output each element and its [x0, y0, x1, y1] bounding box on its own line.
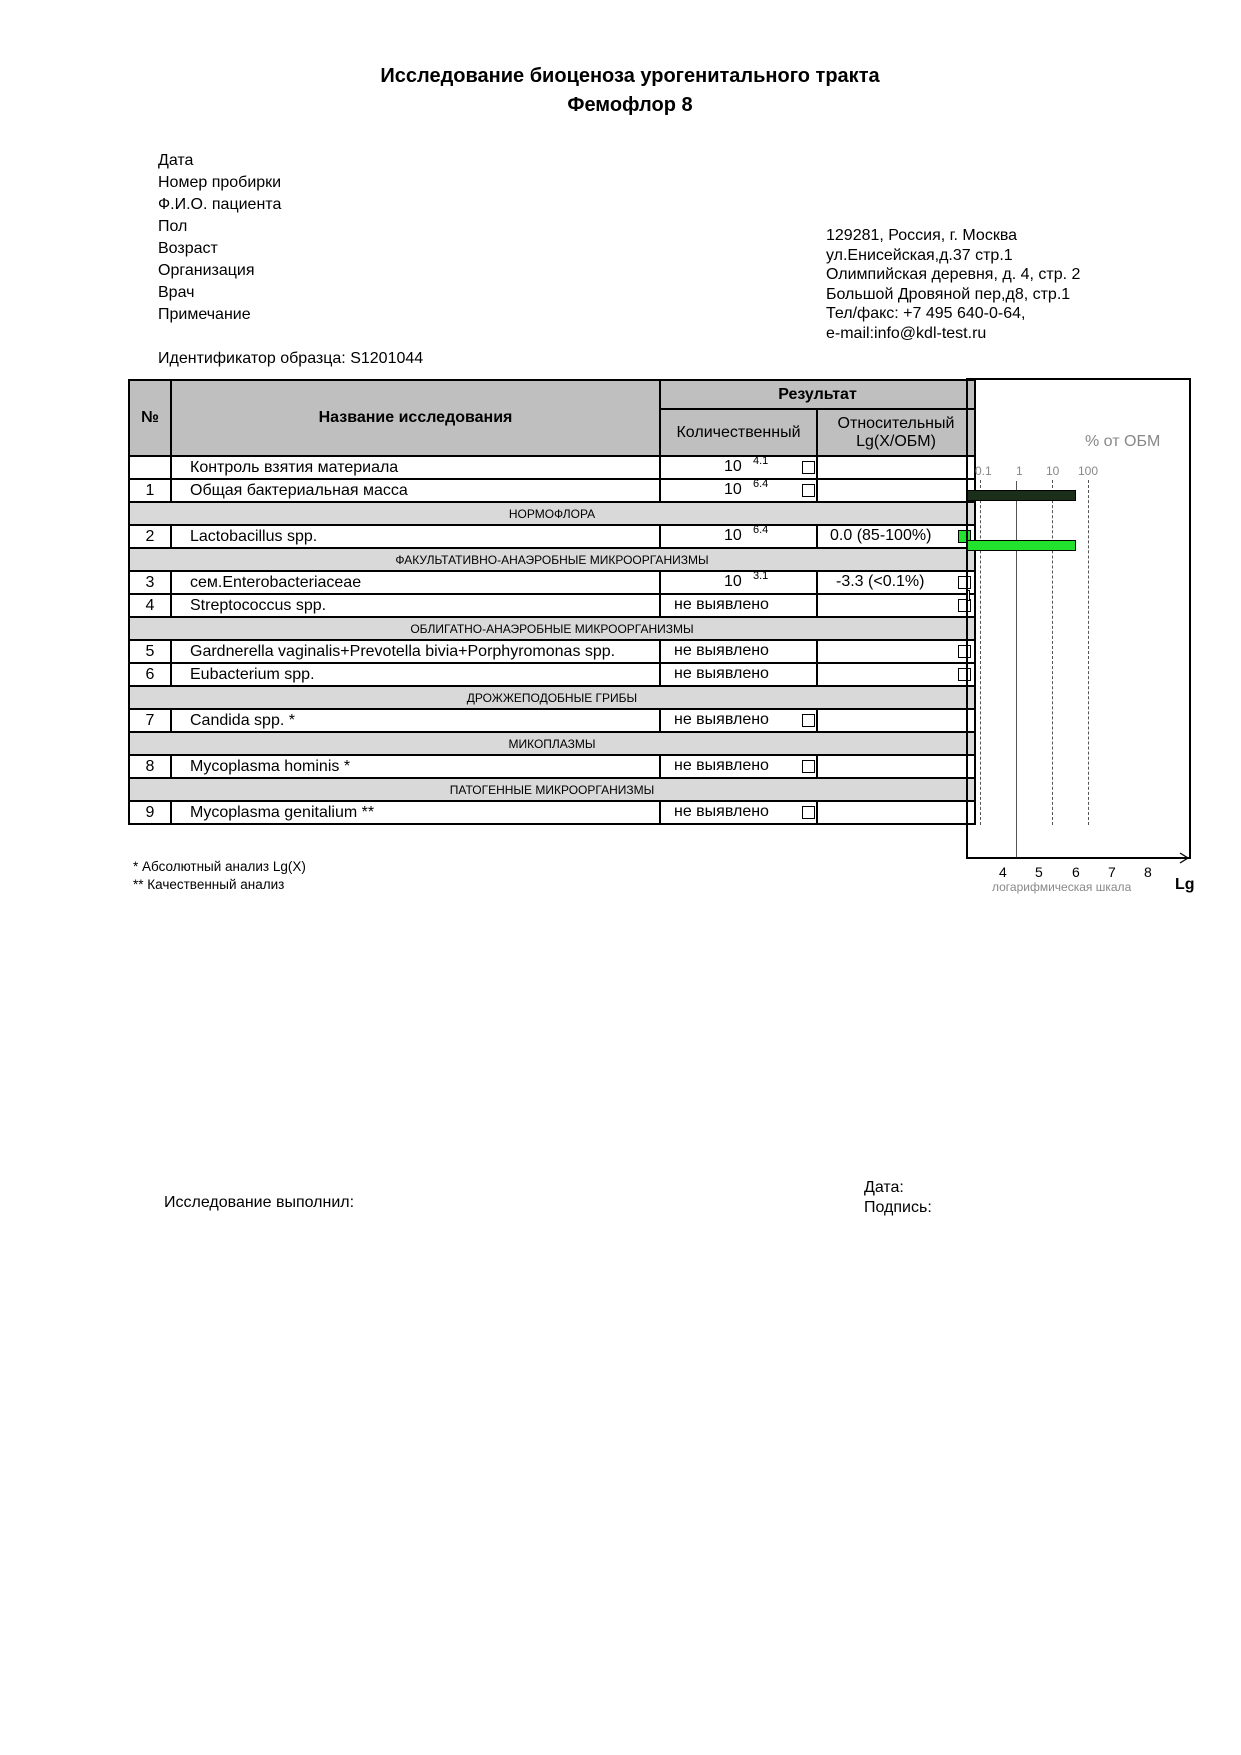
meta-note-label: Примечание — [158, 306, 251, 323]
result-checkbox — [802, 714, 815, 727]
row-num — [129, 456, 171, 479]
report-subtitle: Фемофлор 8 — [567, 94, 693, 116]
row-num: 7 — [129, 709, 171, 732]
qty-not-detected: не выявлено — [674, 642, 769, 659]
row-num: 5 — [129, 640, 171, 663]
row-rel — [817, 709, 975, 732]
row-rel — [817, 456, 975, 479]
row-name: Mycoplasma hominis * — [171, 755, 660, 778]
percent-tick: 100 — [1078, 464, 1099, 478]
table-row — [129, 594, 975, 617]
section-title: ФАКУЛЬТАТИВНО-АНАЭРОБНЫЕ МИКРООРГАНИЗМЫ — [129, 548, 975, 571]
row-name: Mycoplasma genitalium ** — [171, 801, 660, 824]
result-checkbox — [802, 461, 815, 474]
section-title: НОРМОФЛОРА — [129, 502, 975, 525]
results-table — [128, 379, 976, 825]
lg-tick: 6 — [1072, 864, 1080, 880]
row-rel — [817, 801, 975, 824]
lg-tick: 5 — [1035, 864, 1043, 880]
scale-label: логарифмическая шкала — [992, 880, 1132, 894]
row-num: 9 — [129, 801, 171, 824]
meta-doctor-label: Врач — [158, 284, 195, 301]
row-rel — [817, 594, 975, 617]
section-title: ПАТОГЕННЫЕ МИКРООРГАНИЗМЫ — [129, 778, 975, 801]
address-line: e-mail:info@kdl-test.ru — [826, 324, 987, 342]
row-qty — [660, 525, 817, 548]
table-row — [129, 525, 975, 548]
section-row — [129, 732, 975, 755]
row-num: 1 — [129, 479, 171, 502]
row-qty — [660, 663, 817, 686]
row-name: Streptococcus spp. — [171, 594, 660, 617]
patient-meta-labels — [158, 150, 281, 326]
row-qty — [660, 594, 817, 617]
row-num: 3 — [129, 571, 171, 594]
percent-tick: 0.1 — [975, 464, 992, 478]
row-name: Candida spp. * — [171, 709, 660, 732]
qty-not-detected: не выявлено — [674, 665, 769, 682]
address-line: Олимпийская деревня, д. 4, стр. 2 — [826, 266, 1081, 284]
meta-age-label: Возраст — [158, 240, 218, 257]
col-name-header: Название исследования — [171, 380, 660, 456]
section-title: МИКОПЛАЗМЫ — [129, 732, 975, 755]
row-num: 8 — [129, 755, 171, 778]
col-result-header: Результат — [660, 380, 975, 409]
percent-tick: 10 — [1046, 464, 1060, 478]
col-qty-header: Количественный — [660, 409, 817, 456]
qty-not-detected: не выявлено — [674, 711, 769, 728]
row-qty — [660, 640, 817, 663]
footnote-absolute: * Абсолютный анализ Lg(X) — [133, 859, 306, 874]
table-row — [129, 709, 975, 732]
table-row — [129, 663, 975, 686]
qty-base: 10 — [724, 527, 742, 544]
row-num: 2 — [129, 525, 171, 548]
sample-id: Идентификатор образца: S1201044 — [158, 350, 424, 367]
grid-line — [980, 480, 981, 825]
footer-signature-label: Подпись: — [864, 1199, 932, 1216]
row-name: Gardnerella vaginalis+Prevotella bivia+Porphyromonas spp. — [171, 640, 660, 663]
qty-base: 10 — [724, 458, 742, 475]
meta-organization-label: Организация — [158, 262, 255, 279]
baseline-line — [1016, 481, 1017, 858]
row-rel — [817, 525, 975, 548]
grid-line — [1052, 480, 1053, 825]
lg-tick: 7 — [1108, 864, 1116, 880]
qty-not-detected: не выявлено — [674, 596, 769, 613]
section-row — [129, 548, 975, 571]
percent-tick: 1 — [1016, 464, 1023, 478]
qty-base: 10 — [724, 573, 742, 590]
meta-date-label: Дата — [158, 152, 194, 169]
footnote-qualitative: ** Качественный анализ — [133, 877, 285, 892]
col-num-header: № — [129, 380, 171, 456]
address-line: 129281, Россия, г. Москва — [826, 227, 1018, 244]
qty-exponent: 3.1 — [753, 570, 769, 582]
qty-not-detected: не выявлено — [674, 757, 769, 774]
signature-block — [864, 1178, 932, 1218]
section-row — [129, 617, 975, 640]
bar-lactobacillus — [967, 540, 1076, 551]
section-row — [129, 686, 975, 709]
col-rel-header: Относительный Lg(X/ОБМ) — [817, 409, 975, 456]
address-line: Тел/факс: +7 495 640-0-64, — [826, 305, 1026, 323]
table-row — [129, 801, 975, 824]
lg-tick: 8 — [1144, 864, 1152, 880]
table-row — [129, 640, 975, 663]
row-name: Lactobacillus spp. — [171, 525, 660, 548]
meta-patient-label: Ф.И.О. пациента — [158, 196, 282, 213]
axis-label: Lg — [1175, 876, 1195, 893]
rel-value: -3.3 (<0.1%) — [836, 573, 925, 590]
x-axis-arrow — [966, 852, 1192, 868]
table-row — [129, 456, 975, 479]
result-checkbox — [802, 760, 815, 773]
row-num: 6 — [129, 663, 171, 686]
section-title: ДРОЖЖЕПОДОБНЫЕ ГРИБЫ — [129, 686, 975, 709]
lg-tick: 4 — [999, 864, 1007, 880]
row-rel — [817, 479, 975, 502]
grid-line — [1088, 480, 1089, 825]
row-name: Eubacterium spp. — [171, 663, 660, 686]
row-rel — [817, 640, 975, 663]
bar-enterobacteriaceae — [967, 590, 970, 601]
table-row — [129, 479, 975, 502]
report-title: Исследование биоценоза урогенитального тракта — [380, 65, 880, 87]
table-row — [129, 571, 975, 594]
lab-address — [826, 226, 1080, 344]
row-name: сем.Enterobacteriaceae — [171, 571, 660, 594]
meta-tube-label: Номер пробирки — [158, 174, 282, 191]
bar-total-bacterial-mass — [967, 490, 1076, 501]
qty-exponent: 6.4 — [753, 524, 769, 536]
row-num: 4 — [129, 594, 171, 617]
row-qty — [660, 571, 817, 594]
result-checkbox — [802, 484, 815, 497]
qty-base: 10 — [724, 481, 742, 498]
row-rel — [817, 663, 975, 686]
result-checkbox — [802, 806, 815, 819]
row-qty — [660, 456, 817, 479]
row-qty — [660, 709, 817, 732]
row-rel — [817, 755, 975, 778]
footnotes — [133, 858, 306, 894]
row-rel — [817, 571, 975, 594]
section-row — [129, 778, 975, 801]
row-qty — [660, 755, 817, 778]
address-line: Большой Дровяной пер,д8, стр.1 — [826, 285, 1071, 303]
section-row — [129, 502, 975, 525]
section-title: ОБЛИГАТНО-АНАЭРОБНЫЕ МИКРООРГАНИЗМЫ — [129, 617, 975, 640]
footer-date-label: Дата: — [864, 1179, 904, 1196]
row-name: Общая бактериальная масса — [171, 479, 660, 502]
address-line: ул.Енисейская,д.37 стр.1 — [826, 246, 1013, 264]
rel-value: 0.0 (85-100%) — [830, 527, 932, 544]
qty-not-detected: не выявлено — [674, 803, 769, 820]
row-qty — [660, 801, 817, 824]
meta-sex-label: Пол — [158, 218, 188, 235]
row-qty — [660, 479, 817, 502]
performed-by-label: Исследование выполнил: — [164, 1194, 355, 1211]
chart-title: % от ОБМ — [1085, 433, 1161, 450]
qty-exponent: 4.1 — [753, 455, 769, 467]
qty-exponent: 6.4 — [753, 478, 769, 490]
table-row — [129, 755, 975, 778]
row-name: Контроль взятия материала — [171, 456, 660, 479]
